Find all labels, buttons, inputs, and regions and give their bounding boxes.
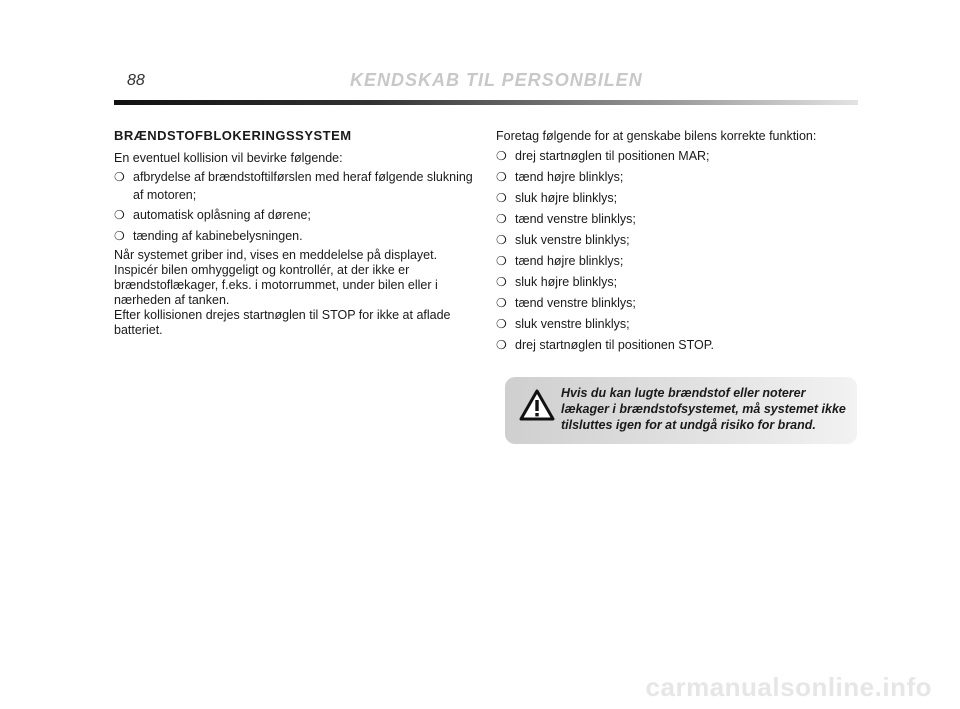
- list-item: [114, 168, 480, 204]
- list-item: [114, 205, 480, 225]
- list-item: [496, 188, 858, 208]
- right-column: [496, 126, 858, 356]
- page-number: 88: [127, 72, 145, 89]
- body-paragraph: Efter kollisionen drejes startnøglen til STOP for ikke at aflade batteriet.: [114, 308, 451, 337]
- list-item-text: drej startnøglen til positionen MAR;: [515, 149, 710, 163]
- bullet-icon: ❍: [496, 275, 507, 289]
- bullet-icon: ❍: [496, 338, 507, 352]
- body-paragraph: Inspicér bilen omhyggeligt og kontrollér, at der ikke er brændstoflækager, f.eks. i motorrummet, under bilen eller i nærheden af tanken.: [114, 263, 438, 307]
- list-item: [496, 230, 858, 250]
- list-item: [496, 293, 858, 313]
- list-item-text: tænd venstre blinklys;: [515, 296, 636, 310]
- bullet-icon: ❍: [496, 296, 507, 310]
- list-item: [496, 167, 858, 187]
- bullet-icon: ❍: [496, 233, 507, 247]
- list-item-text: tænd højre blinklys;: [515, 170, 624, 184]
- body-paragraph: Når systemet griber ind, vises en meddelelse på displayet.: [114, 248, 438, 262]
- bullet-icon: ❍: [114, 208, 125, 222]
- collision-effects-list: [114, 168, 480, 246]
- list-item-text: automatisk oplåsning af dørene;: [133, 208, 311, 222]
- list-item: [496, 335, 858, 355]
- list-item-text: tænding af kabinebelysningen.: [133, 229, 303, 243]
- watermark: carmanualsonline.info: [645, 672, 932, 702]
- list-item: [496, 209, 858, 229]
- intro-text: Foretag følgende for at genskabe bilens korrekte funktion:: [496, 129, 817, 143]
- intro-text: En eventuel kollision vil bevirke følgende:: [114, 151, 343, 165]
- list-item: [114, 226, 480, 246]
- list-item-text: sluk højre blinklys;: [515, 191, 618, 205]
- page-header-title: KENDSKAB TIL PERSONBILEN: [350, 70, 643, 90]
- left-column: [114, 126, 480, 338]
- list-item-text: sluk højre blinklys;: [515, 275, 618, 289]
- bullet-icon: ❍: [114, 170, 125, 184]
- warning-triangle-icon: [519, 389, 555, 421]
- list-item-text: tænd venstre blinklys;: [515, 212, 636, 226]
- list-item: [496, 251, 858, 271]
- reset-steps-list: [496, 146, 858, 355]
- warning-text: Hvis du kan lugte brændstof eller noterer lækager i brændstofsystemet, må systemet ikke tilsluttes igen for at undgå risiko for brand.: [561, 386, 846, 432]
- section-heading: BRÆNDSTOFBLOKERINGSSYSTEM: [114, 128, 352, 143]
- bullet-icon: ❍: [496, 149, 507, 163]
- list-item: [496, 314, 858, 334]
- bullet-icon: ❍: [496, 191, 507, 205]
- bullet-icon: ❍: [114, 229, 125, 243]
- header-rule: [114, 100, 858, 105]
- bullet-icon: ❍: [496, 317, 507, 331]
- bullet-icon: ❍: [496, 212, 507, 226]
- warning-callout: [505, 377, 857, 444]
- list-item-text: tænd højre blinklys;: [515, 254, 624, 268]
- list-item: [496, 272, 858, 292]
- list-item-text: drej startnøglen til positionen STOP.: [515, 338, 714, 352]
- list-item-text: afbrydelse af brændstoftilførslen med heraf følgende slukning af motoren;: [133, 170, 473, 202]
- list-item-text: sluk venstre blinklys;: [515, 317, 630, 331]
- list-item: [496, 146, 858, 166]
- list-item-text: sluk venstre blinklys;: [515, 233, 630, 247]
- bullet-icon: ❍: [496, 254, 507, 268]
- bullet-icon: ❍: [496, 170, 507, 184]
